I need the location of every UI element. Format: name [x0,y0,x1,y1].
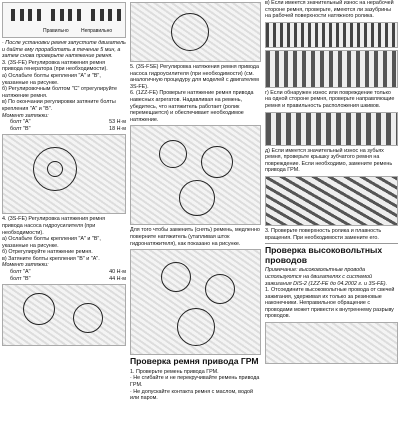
belt-wear-figure-4 [265,176,398,226]
timing-belt-figure [2,284,126,346]
text-step-4: 4. (3S-FE) Регулировка натяжения ремня привода насоса гидроусилителя (при необходимости). [2,216,106,236]
label-incorrect: Неправильно [81,28,113,34]
text-no-bend: · Не сгибайте и не перекручивайте ремень привода ГРМ. [130,375,260,388]
text-no-contact: · Не допускайте контакта ремня с маслом, водой или паром. [130,388,254,402]
engine-belt-figure-2 [130,249,261,355]
text-step-3a: а) Ослабьте болты крепления "A" и "B", указанные на рисунке. [2,72,101,86]
alternator-figure [2,134,126,214]
pump-bracket-figure [130,2,261,62]
text-step-4b: б) Отрегулируйте натяжение ремня. [2,249,93,256]
torque-bolt-a-value: 53 Н·м [109,119,126,126]
torque2-bolt-b-label: болт "B" [10,275,31,282]
text-step-3b: б) Регулировочным болтом "C" отрегулируйте натяжение ремня. [2,86,118,99]
text-step-4a: а) Ослабьте болты крепления "A" и "B", указанные на рисунке. [2,236,101,249]
column-1 [0,0,128,425]
spark-plug-wire-figure [265,322,398,364]
text-step-3-roller: 3. Проверьте поверхность ролика и плавность вращения. При необходимости замените его. [265,227,382,241]
heading-timing-belt: Проверка ремня привода ГРМ [130,356,259,367]
torque2-bolt-a-label: болт "A" [10,269,31,276]
torque-bolt-b-label: болт "B" [10,125,31,132]
engine-belt-figure-1 [130,125,261,225]
text-note: Примечание: высоковольтные провода используются на двигателях с системой зажигания DIS-2 (1ZZ-FE до 04.2002 г. и 3S-FE). [265,267,388,287]
torque2-bolt-a-value: 40 Н·м [109,269,126,276]
column-3 [263,0,400,425]
belt-fit-figure [2,2,126,38]
belt-wear-figure-3 [265,112,398,146]
column-2 [128,0,263,425]
torque2-bolt-b-value: 44 Н·м [109,275,126,282]
torque-heading-1: Момент затяжки: [2,112,49,119]
text-step-3: 3. (3S-FE) Регулировка натяжения ремня привода генератора (при необходимости). [2,59,108,73]
label-correct: Правильно [43,28,69,34]
belt-wear-figure-2 [265,50,398,88]
text-step-d: д) Если имеется значительный износ на зубьях ремня, проверьте крышку зубчатого ремня на повреждение. Если необходимо, замените ремень привода ГРМ. [265,147,393,174]
text-check-belt: 1. Проверьте ремень привода ГРМ. [130,368,219,375]
torque-bolt-b-value: 18 Н·м [109,125,126,132]
text-step-v: в) Если имеется значительный износ на нерабочей стороне ремня, проверьте, имеются ли зазубрины на рабочей поверхности натяжного ролика. [265,0,394,20]
text-replace-belt: Для того чтобы заменить (снять) ремень, медленно поверните натяжитель (утапливая шток гидронатяжителя), как показано на рисунке. [130,227,260,247]
text-step-g: г) Если обнаружен износ или повреждение только на одной стороне ремня, проверьте направляющие ремня и правильность расположения шкивов. [265,89,395,109]
belt-wear-figure-1 [265,22,398,48]
text-start-engine: · После установки ремня запустите двигатель и дайте ему проработать в течение 5 мин, а затем снова проверьте натяжение ремня. [2,40,126,60]
divider [265,243,398,244]
torque-heading-2: Момент затяжки: [2,262,49,269]
torque-bolt-a-label: болт "A" [10,119,31,126]
text-step-5: 5. (3S-FSE) Регулировка натяжения ремня привода насоса гидроусилителя (при необходимости) (см. аналогичную процедуру для моделей с двигателем 3S-FE). [130,64,259,90]
text-disconnect-wires: 1. Отсоедините высоковольтные провода от свечей зажигания, удерживая их только за резиновые наконечники. Неправильное обращение с проводами может привести к внутреннему разрыву проводов. [265,287,395,320]
text-step-3c: в) По окончании регулировки затяните болты крепления "A" и "B". [2,99,116,112]
text-step-4c: в) Затяните болты крепления "B" и "A". [2,255,100,262]
text-step-6: 6. (1ZZ-FE) Проверьте натяжение ремня привода навесных агрегатов. Надавливая на ремень, убедитесь, что натяжитель работает (ролик перемещается) и обеспечивает необходимое натяжение. [130,90,254,123]
heading-hv-wires: Проверка высоковольтных проводов [265,245,383,265]
